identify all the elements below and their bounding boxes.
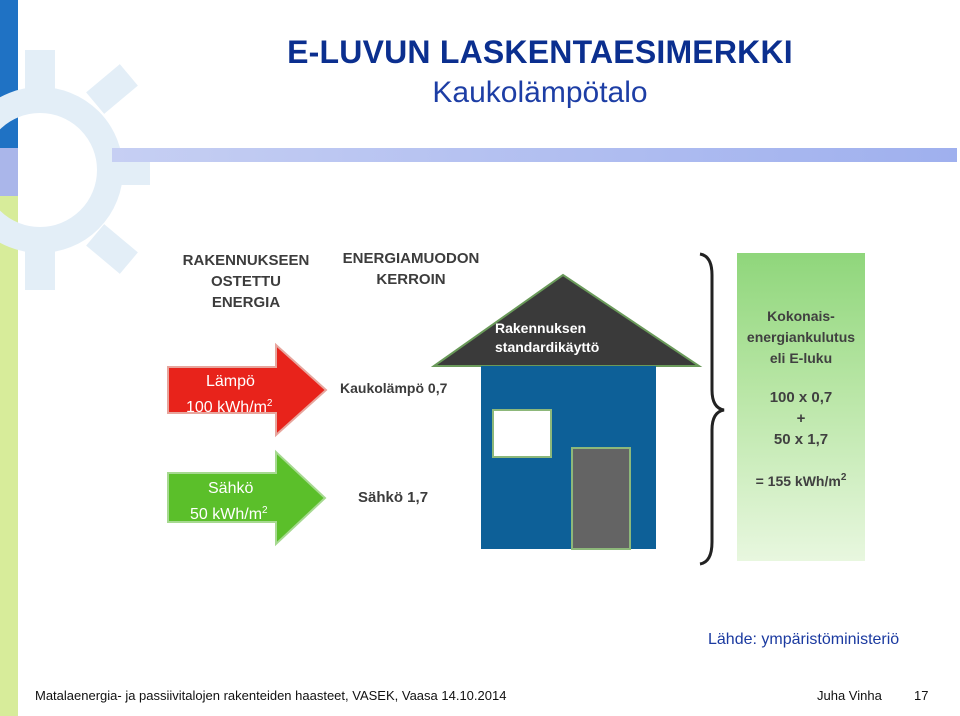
panel-title	[737, 306, 865, 369]
factor-electricity: Sähkö 1,7	[358, 489, 429, 506]
panel-calc-plus: +	[796, 410, 806, 427]
slide-subtitle: Kaukolämpötalo	[432, 76, 648, 109]
panel-result: = 155 kWh/$m^2$	[755, 472, 847, 489]
electricity-arrow-label: Sähkö	[208, 480, 254, 497]
roof-label-line-1: Rakennuksen	[495, 320, 587, 336]
panel-title-line-1: Kokonais-	[767, 308, 835, 324]
footer-event: Matalaenergia- ja passiivitalojen rakenteiden haasteet, VASEK, Vaasa 14.10.2014	[35, 688, 507, 703]
roof-label-line-2: standardikäyttö	[495, 339, 600, 355]
header-energy-factor	[325, 248, 497, 290]
house-door	[572, 448, 630, 549]
electricity-arrow-value: 50 kWh/$m^2$	[190, 505, 268, 523]
slide-title: E-LUVUN LASKENTAESIMERKKI	[287, 34, 793, 70]
factor-district-heat: Kaukolämpö 0,7	[340, 380, 448, 396]
header-factor-line-2: KERROIN	[376, 271, 446, 288]
house-window	[493, 410, 551, 457]
panel-title-line-3: eli E-luku	[769, 350, 833, 366]
roof-label	[495, 319, 615, 357]
heat-arrow-value: 100 kWh/$m^2$	[186, 398, 273, 416]
footer-author: Juha Vinha	[817, 688, 882, 703]
e-luku-panel	[737, 253, 865, 561]
header-bought-line-1: RAKENNUKSEEN	[182, 252, 310, 269]
page-number: 17	[914, 688, 929, 703]
source-note: Lähde: ympäristöministeriö	[708, 631, 900, 648]
curly-brace	[700, 254, 724, 564]
heat-arrow-label: Lämpö	[206, 373, 255, 390]
panel-title-line-2: energiankulutus	[746, 329, 856, 345]
panel-calc-heat: 100 x 0,7	[769, 389, 833, 406]
header-factor-line-1: ENERGIAMUODON	[342, 250, 480, 267]
header-bought-energy	[168, 250, 324, 313]
panel-calc-electricity: 50 x 1,7	[773, 431, 829, 448]
header-bought-line-3: ENERGIA	[211, 294, 281, 311]
header-bought-line-2: OSTETTU	[211, 273, 281, 290]
